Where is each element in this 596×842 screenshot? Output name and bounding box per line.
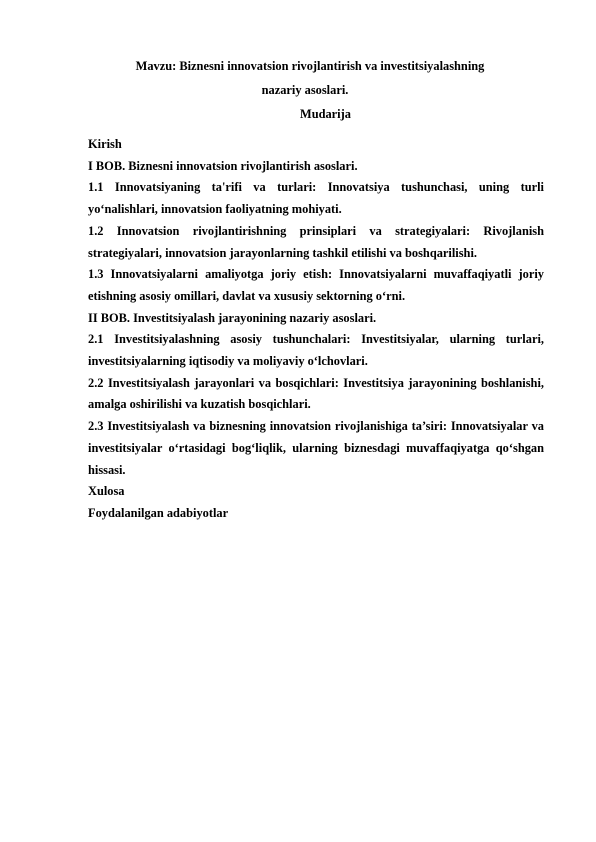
toc-entry-2-1: 2.1 Investitsiyalashning asosiy tushunchalari: Investitsiyalar, ularning turlari, investitsiyalarning iqtisodiy va moliyaviy o‘lchovlari. bbox=[88, 332, 544, 369]
toc-entry-1-2: 1.2 Innovatsion rivojlantirishning prinsiplari va strategiyalari: Rivojlanish strategiyalari, innovatsion jarayonlarning tashkil etilishi va boshqarilishi. bbox=[88, 223, 544, 260]
toc-entry-chapter-2: II BOB. Investitsiyalash jarayonining nazariy asoslari. bbox=[88, 310, 377, 325]
title-line-1: Mavzu: Biznesni innovatsion rivojlantirish va investitsiyalashning bbox=[135, 59, 485, 73]
toc-entry-chapter-1: I BOB. Biznesni innovatsion rivojlantirish asoslari. bbox=[88, 158, 358, 173]
table-of-contents bbox=[88, 134, 544, 525]
toc-entry-2-3: 2.3 Investitsiyalash va biznesning innovatsion rivojlanishiga ta’siri: Innovatsiyalar va investitsiyalar o‘rtasidagi bog‘liqlik, ularning biznesdagi muvaffaqiyatga qo‘shgan hissasi. bbox=[88, 419, 544, 477]
toc-entry-introduction: Kirish bbox=[88, 137, 122, 151]
toc-entry-1-3: 1.3 Innovatsiyalarni amaliyotga joriy etish: Innovatsiyalarni muvaffaqiyatli joriy etishning asosiy omillari, davlat va xususiy sektorning o‘rni. bbox=[88, 267, 544, 303]
toc-entry-1-1: 1.1 Innovatsiyaning ta'rifi va turlari: Innovatsiya tushunchasi, uning turli yo‘nalishlari, innovatsion faoliyatning mohiyati. bbox=[88, 180, 544, 217]
document-title bbox=[80, 54, 540, 102]
toc-entry-conclusion: Xulosa bbox=[88, 484, 125, 499]
contents-heading: Mudarija bbox=[300, 107, 351, 121]
toc-entry-references: Foydalanilgan adabiyotlar bbox=[88, 505, 229, 520]
toc-entry-2-2: 2.2 Investitsiyalash jarayonlari va bosqichlari: Investitsiya jarayonining boshlanishi, amalga oshirilishi va kuzatish bosqichlari. bbox=[88, 375, 544, 412]
title-line-2: nazariy asoslari. bbox=[261, 83, 349, 97]
